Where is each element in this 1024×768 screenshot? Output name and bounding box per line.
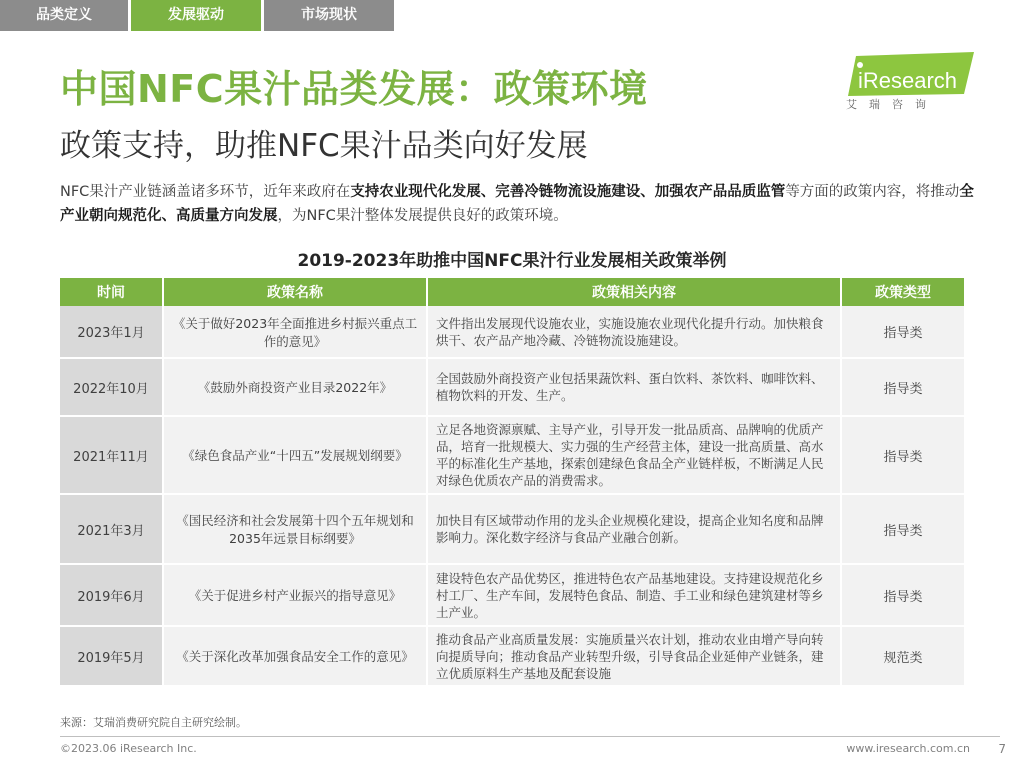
table-row xyxy=(60,495,964,565)
row-policy-content: 加快目有区域带动作用的龙头企业规模化建设，提高企业知名度和品牌影响力。深化数字经济与食品产业融合创新。 xyxy=(428,495,842,565)
tab-development-drivers[interactable]: 发展驱动 xyxy=(131,0,261,31)
table-row xyxy=(60,417,964,495)
tab-category-definition[interactable]: 品类定义 xyxy=(0,0,128,31)
intro-text-2: 等方面的政策内容，将推动 xyxy=(785,184,960,200)
logo-brand-text: iResearch xyxy=(858,68,958,93)
row-date: 2023年1月 xyxy=(60,306,164,359)
row-policy-type: 指导类 xyxy=(842,306,964,359)
table-row xyxy=(60,359,964,417)
row-policy-content: 建设特色农产品优势区，推进特色农产品基地建设。支持建设规范化乡村工厂、生产车间，发展特色食品、制造、手工业和绿色建筑建材等乡土产业。 xyxy=(428,565,842,627)
row-policy-content: 推动食品产业高质量发展：实施质量兴农计划，推动农业由增产导向转向提质导向；推动食品产业转型升级，引导食品企业延伸产业链条，建立优质原料生产基地及配套设施 xyxy=(428,627,842,687)
intro-text-3: ，为NFC果汁整体发展提供良好的政策环境。 xyxy=(277,208,568,224)
row-date: 2021年11月 xyxy=(60,417,164,495)
table-row xyxy=(60,627,964,687)
tab-market-status[interactable]: 市场现状 xyxy=(264,0,394,31)
row-policy-name: 《鼓励外商投资产业目录2022年》 xyxy=(164,359,428,417)
row-policy-name: 《关于深化改革加强食品安全工作的意见》 xyxy=(164,627,428,687)
page-number: 7 xyxy=(998,742,1006,756)
row-policy-name: 《绿色食品产业“十四五”发展规划纲要》 xyxy=(164,417,428,495)
table-row xyxy=(60,306,964,359)
intro-bold-2: 全产业朝向规范化、高质量方向发展 xyxy=(60,184,974,224)
row-policy-type: 指导类 xyxy=(842,417,964,495)
header-policy-name: 政策名称 xyxy=(164,278,428,306)
row-date: 2019年6月 xyxy=(60,565,164,627)
source-note: 来源：艾瑞消费研究院自主研究绘制。 xyxy=(60,716,247,729)
logo-tagline: 艾瑞咨询 xyxy=(846,98,938,111)
table-title: 2019-2023年助推中国NFC果汁行业发展相关政策举例 xyxy=(297,251,727,271)
row-policy-type: 规范类 xyxy=(842,627,964,687)
intro-paragraph xyxy=(60,180,980,228)
header-policy-content: 政策相关内容 xyxy=(428,278,842,306)
section-tabs xyxy=(0,0,397,31)
row-policy-name: 《关于做好2023年全面推进乡村振兴重点工作的意见》 xyxy=(164,306,428,359)
row-policy-content: 立足各地资源禀赋、主导产业，引导开发一批品质高、品牌响的优质产品，培育一批规模大、实力强的生产经营主体，建设一批高质量、高水平的标准化生产基地，探索创建绿色食品全产业链样板，不断满足人民对绿色优质农产品的消费需求。 xyxy=(428,417,842,495)
copyright-text: ©2023.06 iResearch Inc. xyxy=(60,742,197,755)
page-title: 中国NFC果汁品类发展：政策环境 xyxy=(60,67,648,111)
row-policy-type: 指导类 xyxy=(842,495,964,565)
row-date: 2019年5月 xyxy=(60,627,164,687)
intro-bold-1: 支持农业现代化发展、完善冷链物流设施建设、加强农产品品质监管 xyxy=(350,184,786,200)
footer-divider xyxy=(60,736,1000,737)
website-link[interactable]: www.iresearch.com.cn xyxy=(846,742,970,755)
header-date: 时间 xyxy=(60,278,164,306)
intro-text-1: NFC果汁产业链涵盖诸多环节，近年来政府在 xyxy=(60,184,351,200)
table-header-row xyxy=(60,278,964,306)
row-policy-name: 《关于促进乡村产业振兴的指导意见》 xyxy=(164,565,428,627)
row-policy-name: 《国民经济和社会发展第十四个五年规划和2035年远景目标纲要》 xyxy=(164,495,428,565)
row-date: 2021年3月 xyxy=(60,495,164,565)
table-row xyxy=(60,565,964,627)
row-policy-content: 文件指出发展现代设施农业，实施设施农业现代化提升行动。加快粮食烘干、农产品产地冷藏、冷链物流设施建设。 xyxy=(428,306,842,359)
row-policy-content: 全国鼓励外商投资产业包括果蔬饮料、蛋白饮料、茶饮料、咖啡饮料、植物饮料的开发、生产。 xyxy=(428,359,842,417)
header-policy-type: 政策类型 xyxy=(842,278,964,306)
policy-table xyxy=(60,278,964,687)
page-subtitle: 政策支持，助推NFC果汁品类向好发展 xyxy=(60,128,588,164)
row-date: 2022年10月 xyxy=(60,359,164,417)
row-policy-type: 指导类 xyxy=(842,565,964,627)
row-policy-type: 指导类 xyxy=(842,359,964,417)
